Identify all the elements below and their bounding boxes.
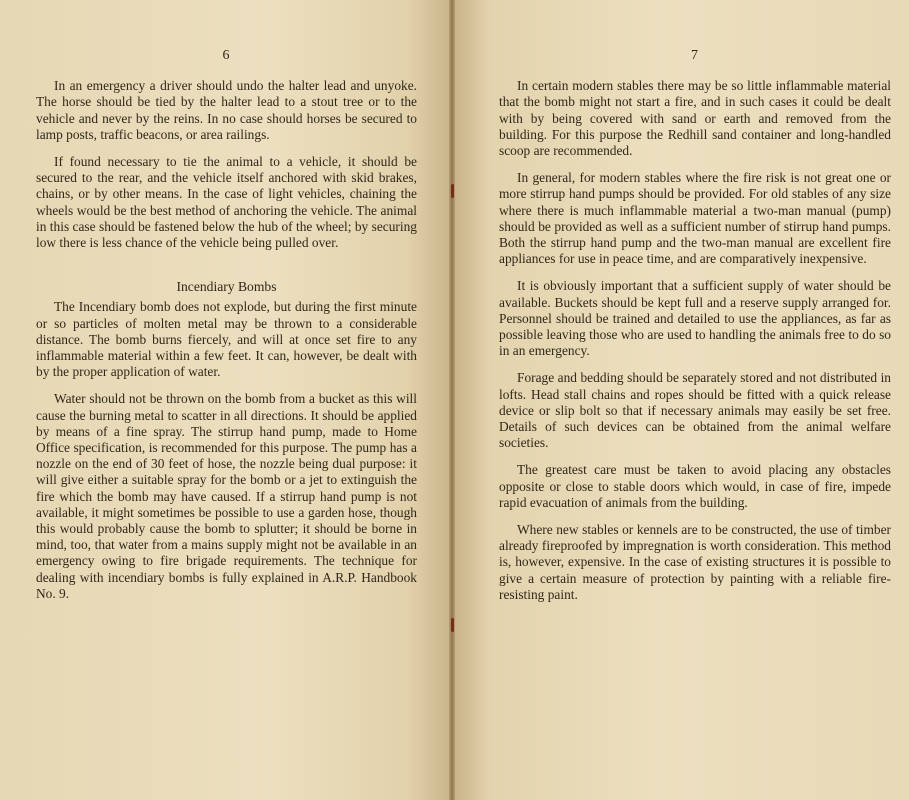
page-number-right: 7 <box>691 48 699 63</box>
left-page <box>0 0 453 800</box>
left-paragraph-2: If found necessary to tie the animal to a vehicle, it should be secured to the rear, and the vehicle itself anchored with skid brakes, chains, or by other means. In the case of light vehicles, chaining the wheels would be the best method of anchoring the vehicle. The animal in this case should be fastened below the hub of the wheel; by securing low there is less chance of the vehicle being pulled over. <box>36 154 417 251</box>
page-number-left: 6 <box>222 48 231 63</box>
section-heading: Incendiary Bombs <box>176 279 277 295</box>
right-paragraph-4: Forage and bedding should be separately stored and not distributed in lofts. Head stall chains and ropes should be fitted with a quick release device or slip bolt so that if necessary animals may easily be set free. Details of such devices can be obtained from the animal welfare societies. <box>499 370 891 451</box>
right-page <box>453 0 909 800</box>
right-paragraph-5: The greatest care must be taken to avoid placing any obstacles opposite or close to stable doors which would, in case of fire, impede rapid evacuation of animals from the building. <box>499 462 891 510</box>
right-paragraph-1: In certain modern stables there may be so little inflammable material that the bomb might not start a fire, and in such cases it could be dealt with by being covered with sand or earth and removed from the building. For this purpose the Redhill sand container and long-handled scoop are recommended. <box>499 78 891 159</box>
right-paragraph-6: Where new stables or kennels are to be constructed, the use of timber already fireproofed by impregnation is worth consideration. This method is, however, expensive. In the case of existing structures it is possible to give a certain measure of protection by painting with a reliable fire-resisting paint. <box>499 522 891 602</box>
right-paragraph-2: In general, for modern stables where the fire risk is not great one or more stirrup hand pumps should be provided. For old stables of any size where there is much inflammable material a two-man manual (pump) should be provided as well as a sufficient number of stirrup hand pumps. Both the stirrup hand pump and the two-man manual are excellent fire appliances for use in peace time, and are comparatively inexpensive. <box>499 170 891 267</box>
book-gutter <box>449 0 455 800</box>
binding-thread-bottom <box>451 618 454 632</box>
left-paragraph-3: The Incendiary bomb does not explode, but during the first minute or so particles of molten metal may be thrown to a considerable distance. The bomb burns fiercely, and will at once set fire to any inflammable material within a few feet. It can, however, be dealt with by the proper application of water. <box>36 299 417 380</box>
right-paragraph-3: It is obviously important that a sufficient supply of water should be available. Buckets should be kept full and a reserve supply arranged for. Personnel should be trained and detailed to use the appliances, as far as possible leaving those who are used to handling the animals free to do so in an emergency. <box>499 278 891 359</box>
left-paragraph-4: Water should not be thrown on the bomb from a bucket as this will cause the burning metal to scatter in all directions. It should be applied by means of a fine spray. The stirrup hand pump, made to Home Office specification, is recommended for this purpose. The pump has a nozzle on the end of 30 feet of hose, the nozzle being dual purpose: it will give either a suitable spray for the bomb or a jet to extinguish the fire which the bomb may have caused. If a stirrup hand pump is not available, it might sometimes be possible to use a garden hose, though this would probably cause the bomb to splutter; it should be borne in mind, too, that water from a mains supply might not be available in an emergency owing to fire brigade requirements. The technique for dealing with incendiary bombs is fully explained in A.R.P. Handbook No. 9. <box>36 391 417 601</box>
left-paragraph-1: In an emergency a driver should undo the halter lead and unyoke. The horse should be tied by the halter lead to a stout tree or to the vehicle and never by the reins. In no case should horses be secured to lamp posts, traffic beacons, or area railings. <box>36 78 417 142</box>
binding-thread-top <box>451 184 454 198</box>
